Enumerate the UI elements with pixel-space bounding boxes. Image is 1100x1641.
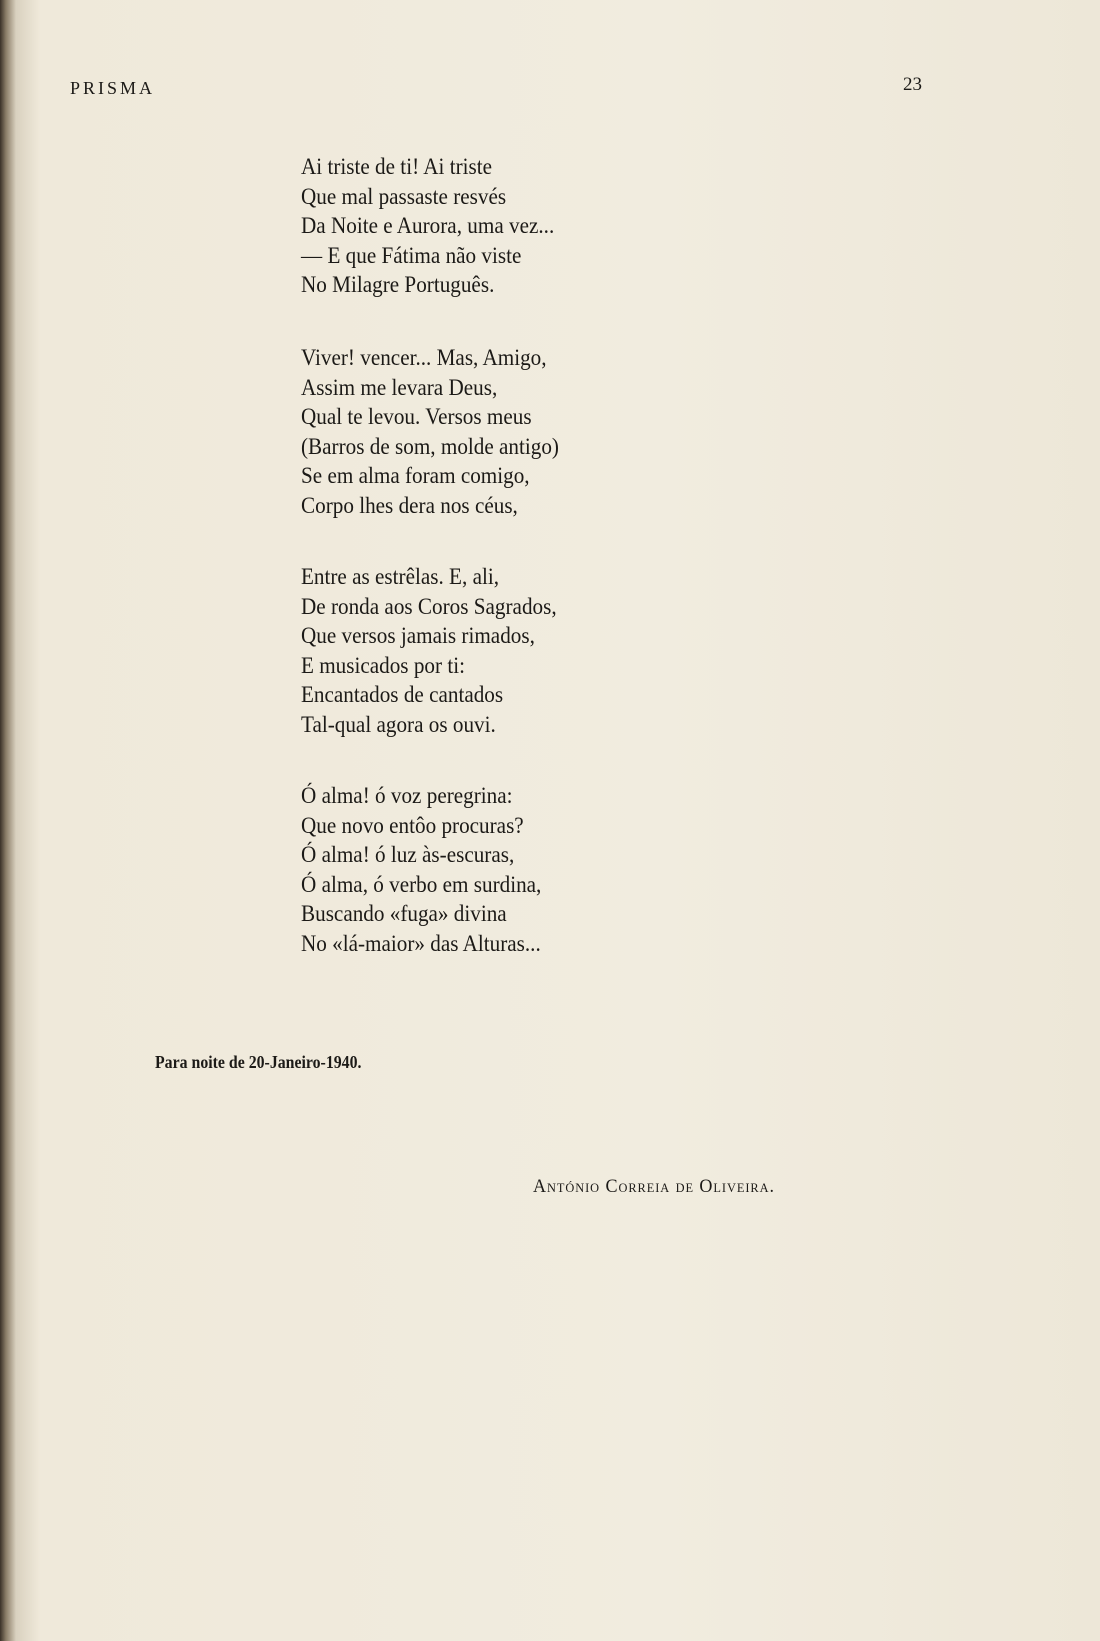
author-signature: António Correia de Oliveira. [533,1176,775,1197]
poem-line: Viver! vencer... Mas, Amigo, [301,345,547,370]
poem-line: Tal-qual agora os ouvi. [301,711,496,737]
poem-line: Que versos jamais rimados, [301,623,535,649]
poem-line: Buscando «fuga» divina [301,901,507,927]
poem-line: Ai triste de ti! Ai triste [301,154,493,179]
poem-line: — E que Fátima não viste [301,242,522,268]
poem-line: Encantados de cantados [301,682,504,708]
poem-line: Assim me levara Deus, [301,374,498,400]
poem-line: Qual te levou. Versos meus [301,404,532,430]
poem-line: Da Noite e Aurora, uma vez... [301,213,555,239]
poem-line: Ó alma! ó luz às-escuras, [301,842,515,868]
poem-line: (Barros de som, molde antigo) [301,433,559,459]
poem-line: De ronda aos Coros Sagrados, [301,593,557,619]
page-number: 23 [903,74,922,95]
poem-line: Ó alma! ó voz peregrina: [301,783,513,808]
poem-line: No Milagre Português. [301,272,495,298]
poem-stanza-3 [301,562,557,740]
poem-line: No «lá-maior» das Alturas... [301,930,541,956]
poem-line: Que mal passaste resvés [301,183,507,209]
running-title: PRISMA [70,78,156,98]
poem-line: Ó alma, ó verbo em surdina, [301,871,542,897]
poem-line: Corpo lhes dera nos céus, [301,492,518,518]
poem-line: E musicados por ti: [301,652,465,678]
poem-stanza-2 [301,343,559,521]
poem-line: Se em alma foram comigo, [301,463,530,489]
poem-line: Que novo entôo procuras? [301,812,524,838]
dedication-date: Para noite de 20-Janeiro-1940. [155,1052,362,1072]
poem-stanza-4 [301,781,541,959]
poem-stanza-1 [301,152,554,300]
poem-line: Entre as estrêlas. E, ali, [301,564,500,589]
